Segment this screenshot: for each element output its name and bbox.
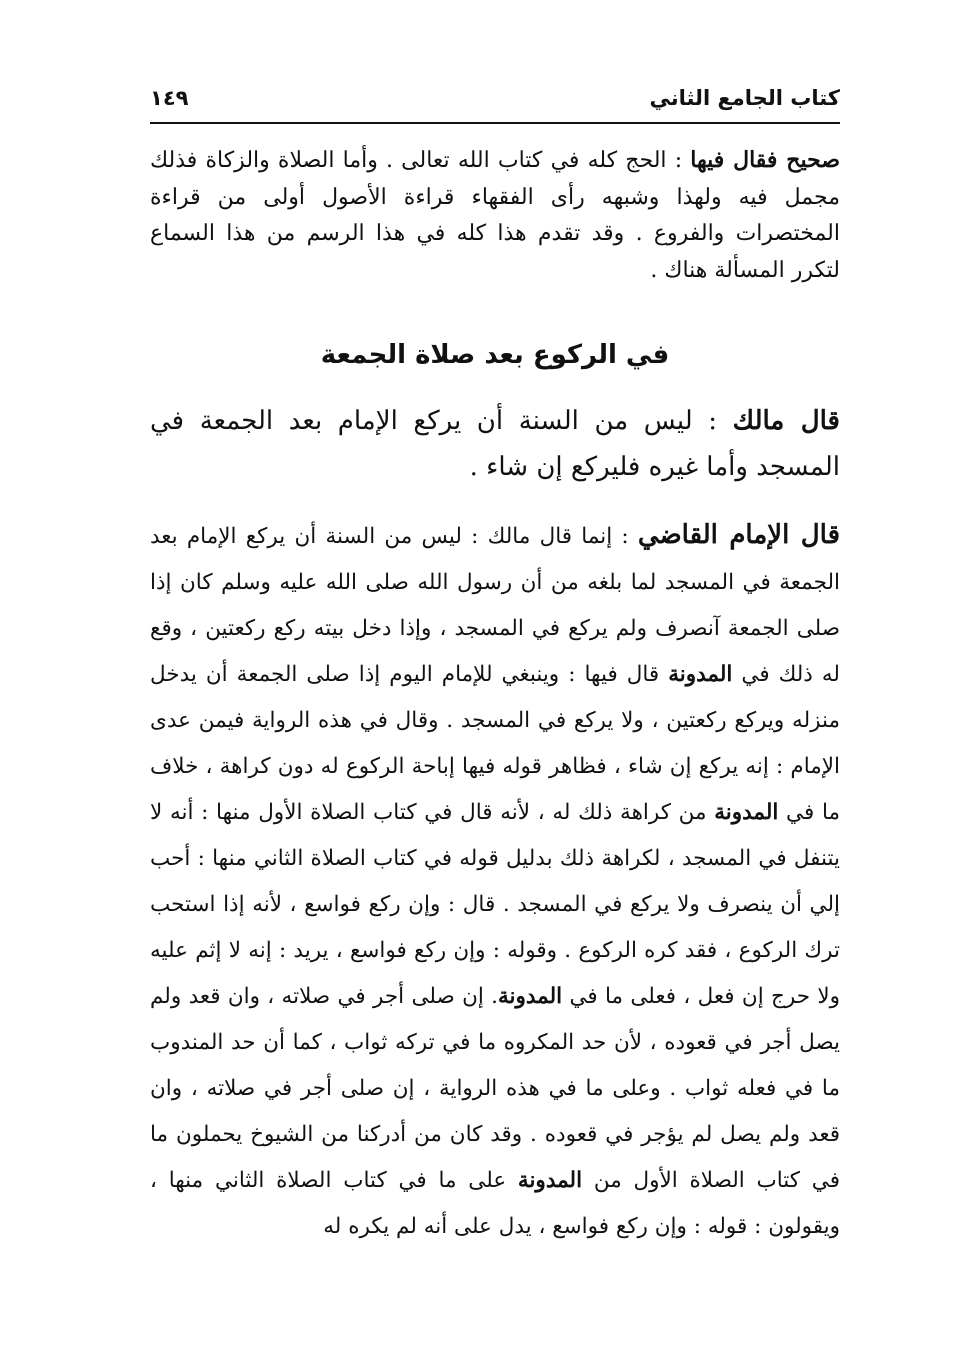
mudawwana-ref-3: المدونة bbox=[498, 984, 563, 1009]
intro-paragraph bbox=[150, 142, 840, 289]
commentary-text-1: : إنما قال مالك : ليس من السنة أن يركع الإمام بعد الجمعة في المسجد لما بلغه من أن رسول الله صلى الله عليه وسلم كان إذا صلى الجمعة آنصرف ولم يركع في المسجد ، وإذا دخل بيته ركع ركعتين ، وقع له ذلك في bbox=[150, 524, 840, 687]
matn-text: : ليس من السنة أن يركع الإمام بعد الجمعة في المسجد وأما غيره فليركع إن شاء . bbox=[150, 406, 840, 482]
book-title: كتاب الجامع الثاني bbox=[649, 86, 840, 110]
intro-text: : الحج كله في كتاب الله تعالى . وأما الصلاة والزكاة فذلك مجمل فيه ولهذا وشبهه رأى الفقهاء قراءة الأصول أولى من قراءة المختصرات والفروع . وقد تقدم هذا كله في هذا الرسم من هذا السماع لتكرر المسألة هناك . bbox=[150, 148, 840, 283]
commentary-paragraph bbox=[150, 512, 840, 1250]
commentary-text-5: على ما في كتاب الصلاة الثاني منها ، ويقولون : قوله : وإن ركع فواسع ، يدل على أنه لم يكره له bbox=[150, 1168, 840, 1239]
mudawwana-ref-1: المدونة bbox=[668, 662, 733, 687]
mudawwana-ref-4: المدونة bbox=[517, 1168, 583, 1193]
page-number: ١٤٩ bbox=[150, 86, 189, 110]
mudawwana-ref-2: المدونة bbox=[714, 800, 779, 825]
matn-paragraph bbox=[150, 398, 840, 490]
commentary-text-4: . إن صلى أجر في صلاته ، وان قعد ولم يصل أجر في قعوده ، لأن حد المكروه ما في تركه ثواب ، كما أن حد المندوب ما في فعله ثواب . وعلى ما في هذه الرواية ، إن صلى أجر في صلاته ، وان قعد ولم يصل لم يؤجر في قعوده . وقد كان من أدركنا من الشيوخ يحملون ما في كتاب الصلاة الأول من bbox=[150, 984, 840, 1193]
section-title: في الركوع بعد صلاة الجمعة bbox=[320, 340, 670, 370]
matn-speaker: قال مالك bbox=[732, 406, 840, 436]
commentary-text-2: قال فيها : وينبغي للإمام اليوم إذا صلى الجمعة أن يدخل منزله ويركع ركعتين ، ولا يركع في المسجد . وقال في هذه الرواية فيمن عدى الإمام : إنه يركع إن شاء ، فظاهر قوله فيها إباحة الركوع له دون كراهة ، خلاف ما في bbox=[150, 662, 841, 825]
document-page bbox=[150, 0, 840, 1366]
running-header bbox=[150, 82, 840, 124]
commentary-text-3: من كراهة ذلك له ، لأنه قال في كتاب الصلاة الأول منها : أنه لا يتنفل في المسجد ، لكراهة ذلك بدليل قوله في كتاب الصلاة الثاني منها : أحب إلي أن ينصرف ولا يركع في المسجد . قال : وإن ركع فواسع ، لأنه إذا استحب ترك الركوع ، فقد كره الركوع . وقوله : وإن ركع فواسع ، يريد : إنه لا إثم عليه ولا حرج إن فعل ، فعلى ما في bbox=[150, 800, 840, 1009]
intro-lead: صحيح فقال فيها bbox=[690, 147, 840, 173]
commentary-speaker: قال الإمام القاضي bbox=[637, 520, 840, 550]
